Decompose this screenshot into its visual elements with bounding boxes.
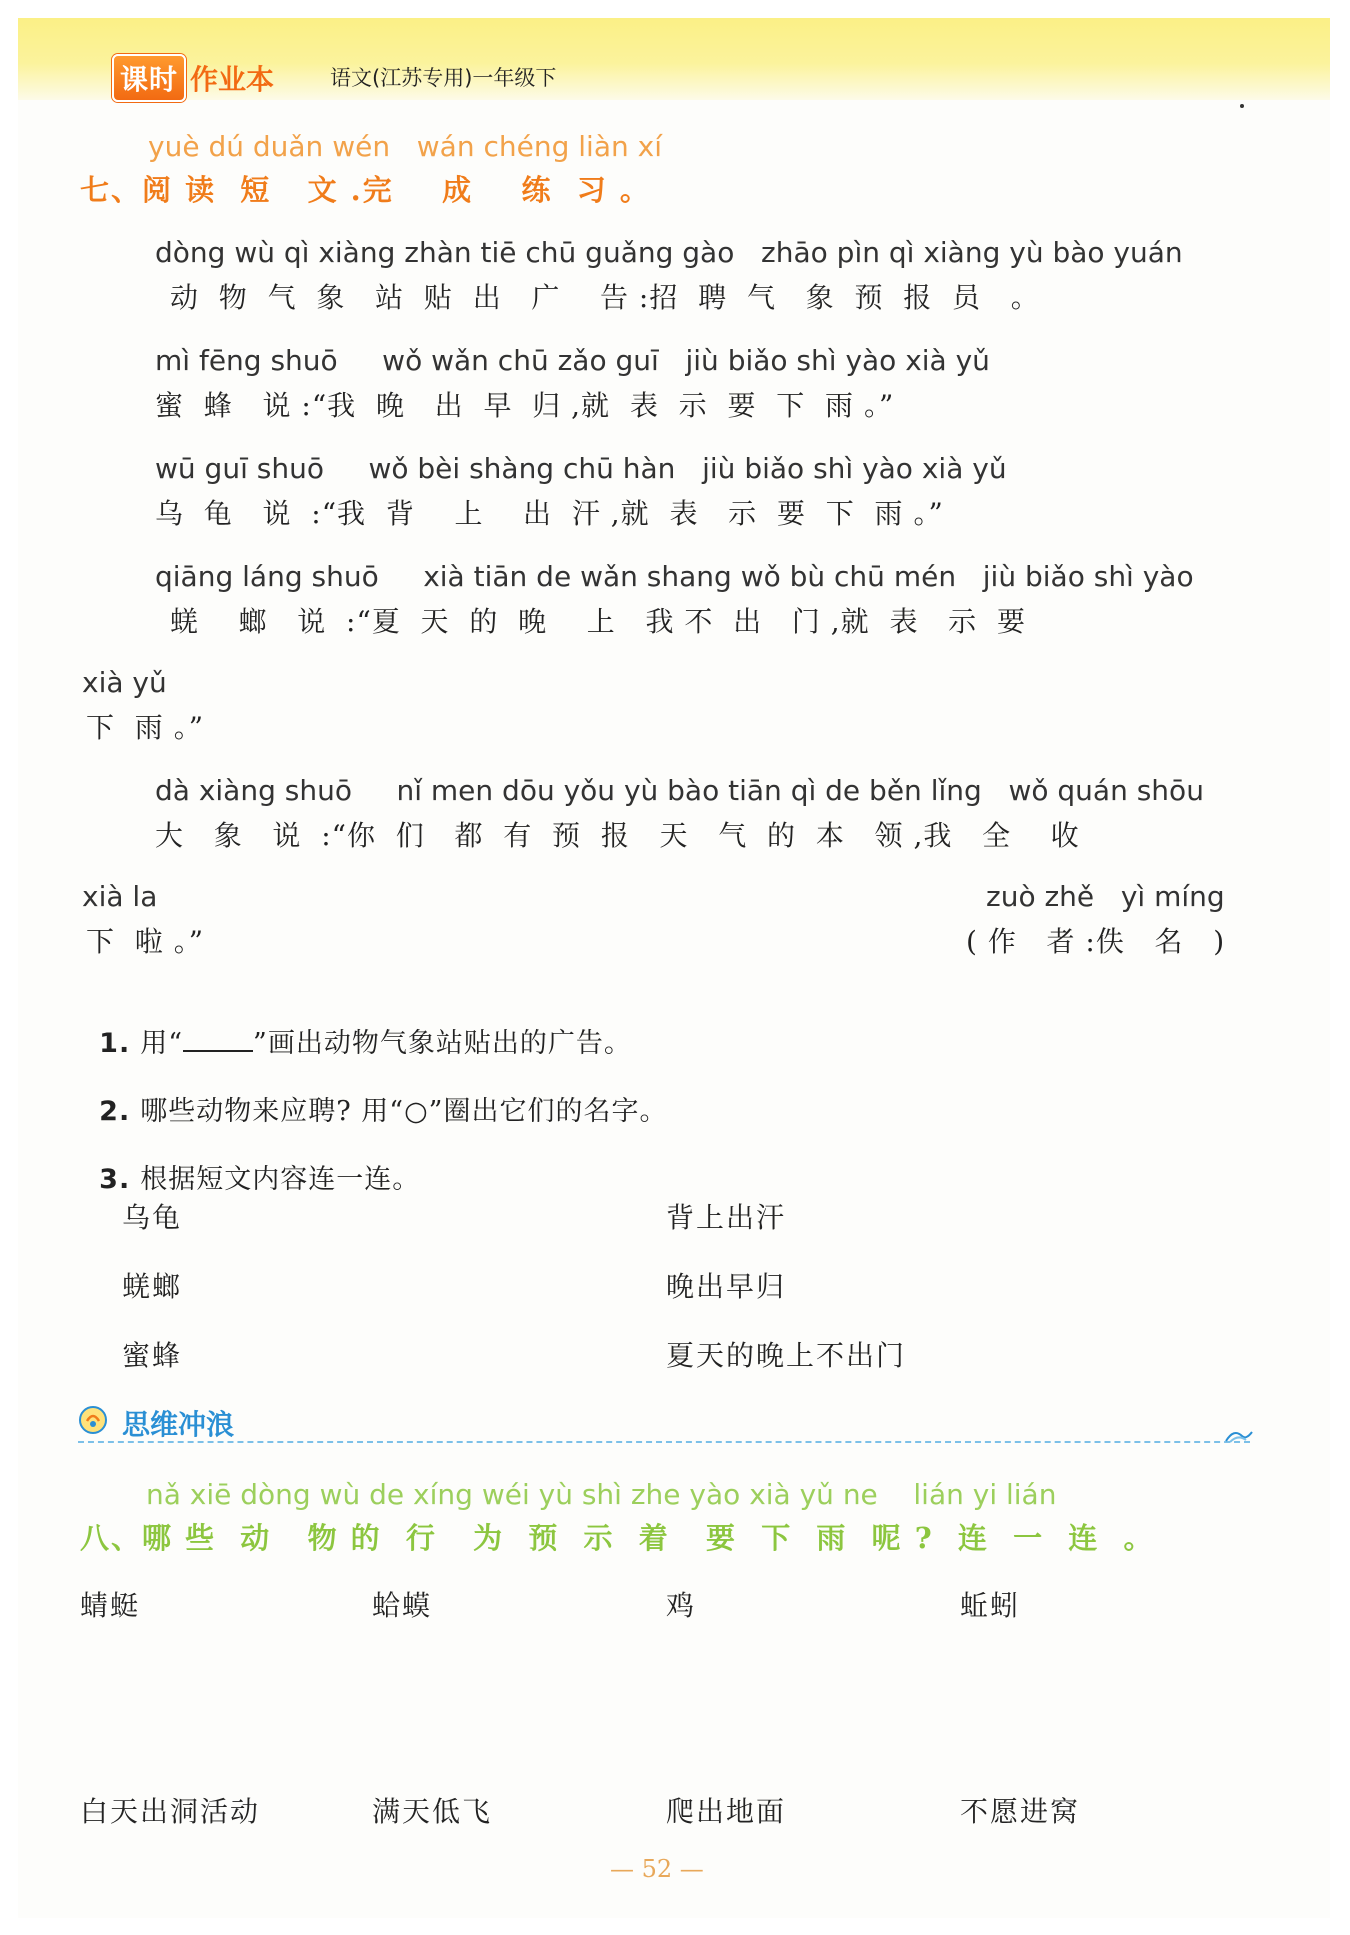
passage-pinyin-7: xià la [82, 880, 158, 913]
banner-divider [78, 1441, 1250, 1443]
page-dot [1240, 104, 1244, 108]
logo-box: 课时 [112, 54, 186, 102]
thinking-banner-title: 思维冲浪 [122, 1408, 235, 1441]
wave-icon [1224, 1426, 1254, 1444]
book-subtitle: 语文(江苏专用)一年级下 [330, 66, 557, 90]
section8-pinyin: nǎ xiē dòng wù de xíng wéi yù shì zhe yào xià yǔ ne lián yi lián [146, 1478, 1057, 1511]
question-3 [80, 1126, 420, 1196]
passage-pinyin-3: wū guī shuō wǒ bèi shàng chū hàn jiù biǎo shì yào xià yǔ [155, 452, 1007, 485]
passage-line-2: 蜜 蜂 说 :“我 晚 出 早 归 ,就 表 示 要 下 雨 。” [155, 389, 895, 422]
passage-pinyin-4: qiāng láng shuō xià tiān de wǎn shang wǒ bù chū mén jiù biǎo shì yào [155, 560, 1194, 593]
passage-pinyin-6: dà xiàng shuō nǐ men dōu yǒu yù bào tiān qì de běn lǐng wǒ quán shōu [155, 774, 1204, 807]
match-right-item[interactable]: 晚出早归 [666, 1270, 787, 1303]
behavior-item[interactable]: 爬出地面 [666, 1795, 787, 1828]
animal-item[interactable]: 蛤蟆 [372, 1589, 433, 1622]
passage-line-3: 乌 龟 说 :“我 背 上 出 汗 ,就 表 示 要 下 雨 。” [155, 497, 944, 530]
question-2-number: 2. [99, 1096, 131, 1127]
animal-item[interactable]: 蚯蚓 [960, 1589, 1021, 1622]
passage-line-5: 下 雨 。” [86, 711, 205, 744]
behavior-item[interactable]: 白天出洞活动 [80, 1795, 261, 1828]
section7-title: 七、阅 读 短 文 .完 成 练 习 。 [80, 173, 651, 207]
match-left-item[interactable]: 乌龟 [122, 1201, 183, 1234]
question-3-text: 根据短文内容连一连。 [140, 1164, 421, 1195]
question-2 [80, 1058, 667, 1128]
workbook-logo [112, 54, 274, 102]
match-left-item[interactable]: 蜣螂 [122, 1270, 183, 1303]
passage-pinyin-2: mì fēng shuō wǒ wǎn chū zǎo guī jiù biǎo shì yào xià yǔ [155, 344, 990, 377]
passage-line-1: 动 物 气 象 站 贴 出 广 告 :招 聘 气 象 预 报 员 。 [170, 281, 1040, 314]
logo-text: 作业本 [190, 63, 275, 96]
animal-item[interactable]: 蜻蜓 [80, 1589, 141, 1622]
passage-line-4: 蜣 螂 说 :“夏 天 的 晚 上 我 不 出 门 ,就 表 示 要 [160, 605, 1026, 638]
behavior-item[interactable]: 不愿进窝 [960, 1795, 1081, 1828]
passage-pinyin-1: dòng wù qì xiàng zhàn tiē chū guǎng gào zhāo pìn qì xiàng yù bào yuán [155, 236, 1183, 269]
animal-item[interactable]: 鸡 [666, 1589, 697, 1622]
behavior-item[interactable]: 满天低飞 [372, 1795, 493, 1828]
match-left-item[interactable]: 蜜蜂 [122, 1339, 183, 1372]
match-right-item[interactable]: 背上出汗 [666, 1201, 787, 1234]
section8-title: 八、哪 些 动 物 的 行 为 预 示 着 要 下 雨 呢 ? 连 一 连 。 [80, 1521, 1155, 1555]
question-1-number: 1. [99, 1028, 131, 1059]
match-right-item[interactable]: 夏天的晚上不出门 [666, 1339, 907, 1372]
author-pinyin: zuò zhě yì míng [986, 880, 1225, 913]
question-3-number: 3. [99, 1164, 131, 1195]
thinking-bubble-icon [78, 1405, 108, 1435]
question-1-text-after: ”画出动物气象站贴出的广告。 [253, 1028, 632, 1059]
section7-pinyin: yuè dú duǎn wén wán chéng liàn xí [148, 130, 662, 163]
underline-sample [183, 1028, 253, 1052]
author-line: ( 作 者 :佚 名 ) [966, 925, 1226, 958]
passage-line-6: 大 象 说 :“你 们 都 有 预 报 天 气 的 本 领 ,我 全 收 [155, 819, 1080, 852]
passage-pinyin-5: xià yǔ [82, 666, 167, 699]
passage-line-7: 下 啦 。” [86, 925, 205, 958]
question-1-text-before: 用“ [140, 1028, 184, 1059]
page-number: — 52 — [610, 1855, 704, 1883]
question-2-text: 哪些动物来应聘? 用“○”圈出它们的名字。 [140, 1096, 668, 1127]
question-1 [80, 990, 632, 1060]
